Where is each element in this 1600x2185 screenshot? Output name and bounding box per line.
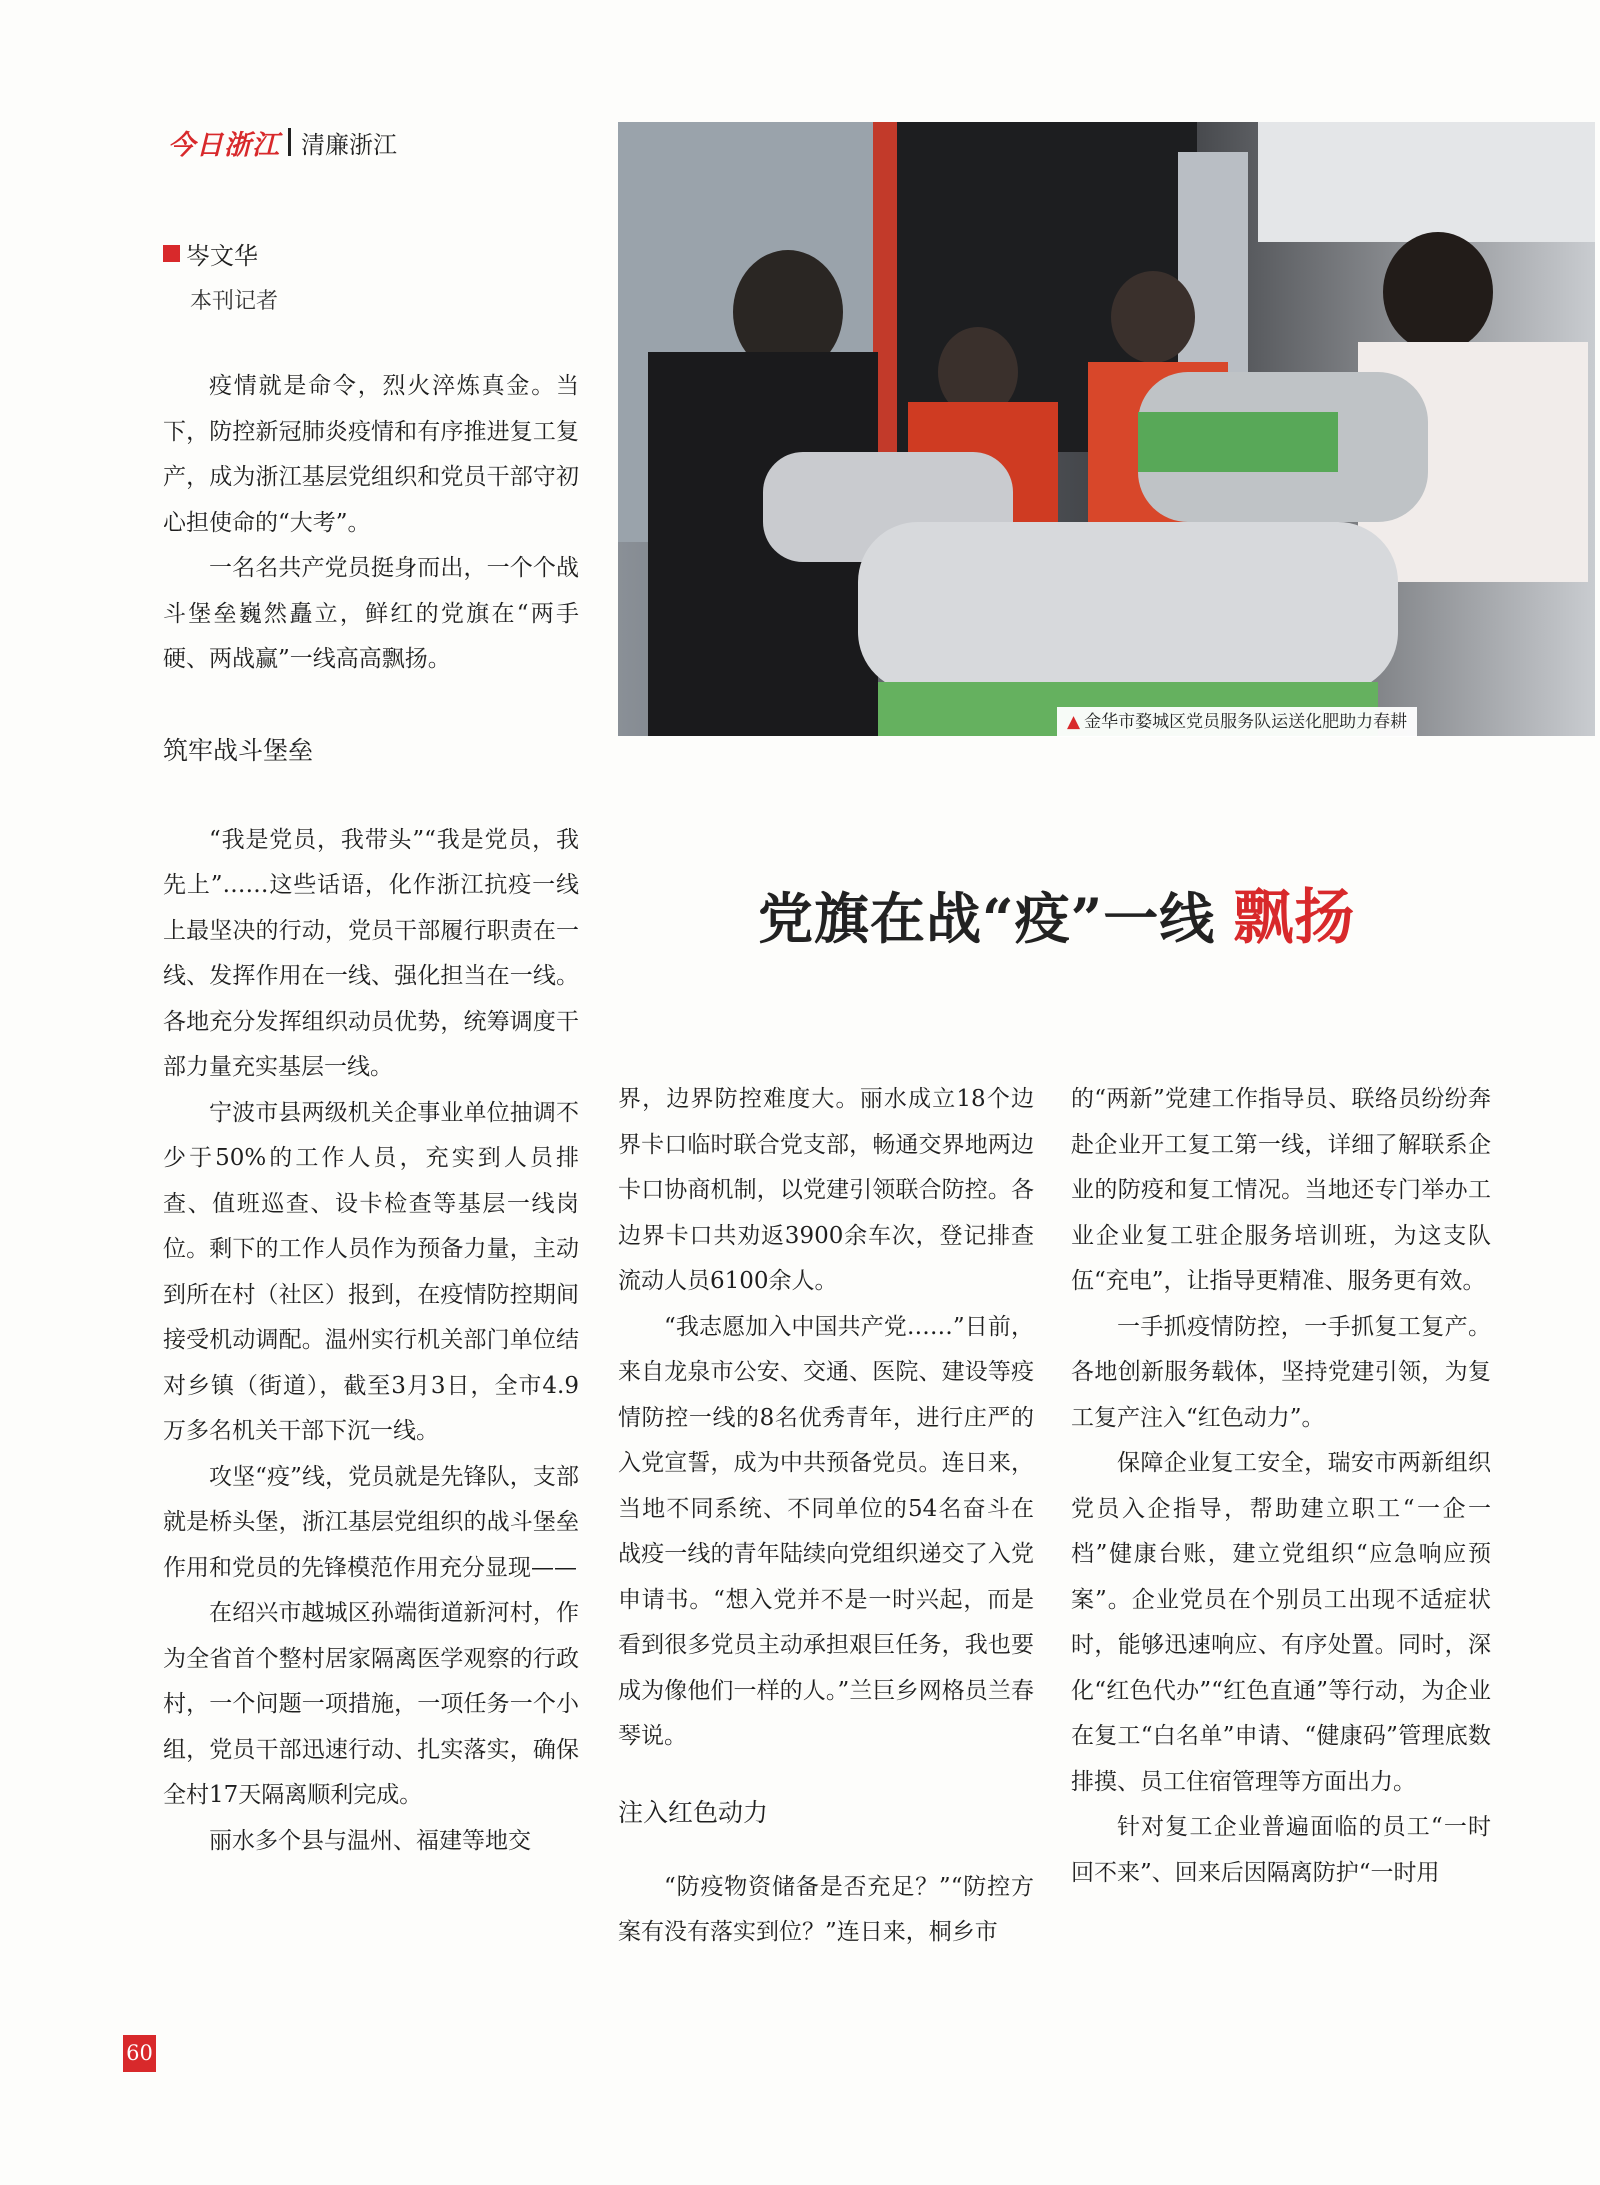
headline-accent: 飘扬: [1233, 883, 1356, 953]
paragraph: 攻坚“疫”线，党员就是先锋队，支部就是桥头堡，浙江基层党组织的战斗堡垒作用和党员的先锋模范作用充分显现——: [163, 1463, 579, 1581]
article-column-2: [618, 1077, 1034, 1956]
triangle-icon: ▲: [1067, 712, 1081, 732]
red-square-icon: [163, 245, 180, 262]
paragraph: “我志愿加入中国共产党……”日前，来自龙泉市公安、交通、医院、建设等疫情防控一线的8名优秀青年，进行庄严的入党宣誓，成为中共预备党员。连日来，当地不同系统、不同单位的54名奋斗在战疫一线的青年陆续向党组织递交了入党申请书。“想入党并不是一时兴起，而是看到很多党员主动承担艰巨任务，我也要成为像他们一样的人。”兰巨乡网格员兰春琴说。: [618, 1313, 1034, 1749]
paragraph: 的“两新”党建工作指导员、联络员纷纷奔赴企业开工复工第一线，详细了解联系企业的防疫和复工情况。当地还专门举办工业企业复工驻企服务培训班，为这支队伍“充电”，让指导更精准、服务更有效。: [1071, 1086, 1491, 1294]
article-headline: [758, 870, 1355, 956]
paragraph: “防疫物资储备是否充足？”“防控方案有没有落实到位？”连日来，桐乡市: [618, 1873, 1034, 1945]
paragraph: 疫情就是命令，烈火淬炼真金。当下，防控新冠肺炎疫情和有序推进复工复产，成为浙江基层党组织和党员干部守初心担使命的“大考”。: [163, 373, 579, 536]
paragraph: 丽水多个县与温州、福建等地交: [209, 1827, 531, 1854]
paragraph: 针对复工企业普遍面临的员工“一时回不来”、回来后因隔离防护“一时用: [1071, 1814, 1491, 1886]
caption-text: 金华市婺城区党员服务队运送化肥助力春耕: [1084, 712, 1408, 732]
paragraph: 一手抓疫情防控，一手抓复工复产。各地创新服务载体，坚持党建引领，为复工复产注入“红色动力”。: [1071, 1313, 1491, 1431]
magazine-logo: 今日浙江: [168, 129, 280, 161]
subheading: 筑牢战斗堡垒: [163, 735, 314, 765]
section-title: 清廉浙江: [301, 130, 397, 159]
paragraph: 宁波市县两级机关企事业单位抽调不少于50%的工作人员，充实到人员排查、值班巡查、设卡检查等基层一线岗位。剩下的工作人员作为预备力量，主动到所在村（社区）报到，在疫情防控期间接受机动调配。温州实行机关部门单位结对乡镇（街道），截至3月3日，全市4.9万多名机关干部下沉一线。: [163, 1099, 579, 1444]
article-photo: [618, 122, 1595, 736]
paragraph: 一名名共产党员挺身而出，一个个战斗堡垒巍然矗立，鲜红的党旗在“两手硬、两战赢”一线高高飘扬。: [163, 555, 579, 672]
page-header: [168, 122, 397, 162]
paragraph: 在绍兴市越城区孙端街道新河村，作为全省首个整村居家隔离医学观察的行政村，一个问题一项措施，一项任务一个小组，党员干部迅速行动、扎实落实，确保全村17天隔离顺利完成。: [163, 1600, 579, 1808]
article-column-3: [1071, 1077, 1491, 1896]
author-role: 本刊记者: [190, 289, 279, 314]
author-name: 岑文华: [186, 242, 258, 270]
paragraph: “我是党员，我带头”“我是党员，我先上”……这些话语，化作浙江抗疫一线上最坚决的行动，党员干部履行职责在一线、发挥作用在一线、强化担当在一线。各地充分发挥组织动员优势，统筹调度干部力量充实基层一线。: [163, 826, 579, 1080]
byline-author: [163, 236, 258, 271]
subheading: 注入红色动力: [618, 1797, 769, 1827]
header-divider: [288, 128, 291, 156]
article-column-1: [163, 364, 579, 1864]
paragraph: 界，边界防控难度大。丽水成立18个边界卡口临时联合党支部，畅通交界地两边卡口协商机制，以党建引领联合防控。各边界卡口共劝返3900余车次，登记排查流动人员6100余人。: [618, 1086, 1034, 1294]
page-number: 60: [123, 2035, 156, 2072]
paragraph: 保障企业复工安全，瑞安市两新组织党员入企指导，帮助建立职工“一企一档”健康台账，建立党组织“应急响应预案”。企业党员在个别员工出现不适症状时，能够迅速响应、有序处置。同时，深化“红色代办”“红色直通”等行动，为企业在复工“白名单”申请、“健康码”管理底数排摸、员工住宿管理等方面出力。: [1071, 1450, 1491, 1795]
headline-main: 党旗在战“疫”一线: [758, 886, 1216, 951]
photo-caption: [1057, 707, 1417, 737]
photo-illustration: [618, 122, 1595, 736]
